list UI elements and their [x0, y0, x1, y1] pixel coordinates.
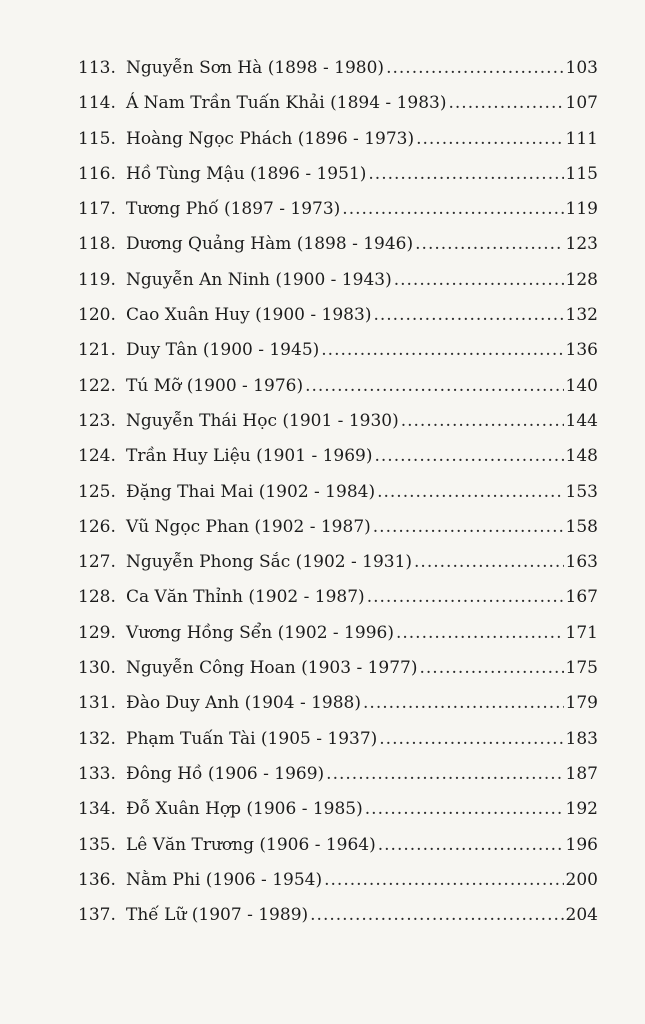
entry-page-number: 167 — [565, 587, 598, 608]
dot-leader — [324, 869, 563, 891]
entry-page-number: 144 — [565, 410, 598, 431]
entry-title: Nguyễn Công Hoan (1903 - 1977) — [126, 658, 418, 679]
dot-leader — [414, 551, 564, 573]
dot-leader — [326, 763, 563, 785]
entry-number: 129. — [78, 622, 116, 643]
dot-leader — [396, 622, 564, 644]
dot-leader — [448, 92, 563, 114]
entry-title: Thế Lữ (1907 - 1989) — [126, 905, 309, 926]
toc-entry — [78, 92, 598, 127]
toc-entry — [78, 622, 598, 657]
toc-entry — [78, 516, 598, 551]
entry-title: Hoàng Ngọc Phách (1896 - 1973) — [126, 128, 415, 149]
dot-leader — [342, 198, 563, 220]
entry-title: Nằm Phi (1906 - 1954) — [126, 869, 323, 890]
entry-title: Hồ Tùng Mậu (1896 - 1951) — [126, 163, 367, 184]
entry-number: 131. — [78, 693, 116, 714]
table-of-contents — [78, 57, 598, 939]
entry-title: Phạm Tuấn Tài (1905 - 1937) — [126, 728, 378, 749]
entry-number: 118. — [78, 234, 116, 255]
entry-page-number: 158 — [565, 516, 598, 537]
dot-leader — [310, 904, 563, 926]
dot-leader — [378, 834, 564, 856]
entry-number: 134. — [78, 799, 116, 820]
toc-entry — [78, 869, 598, 904]
entry-number: 113. — [78, 58, 116, 78]
entry-page-number: 107 — [565, 93, 598, 114]
toc-entry — [78, 128, 598, 163]
entry-number: 119. — [78, 269, 116, 290]
toc-entry — [78, 657, 598, 692]
entry-title: Đặng Thai Mai (1902 - 1984) — [126, 481, 376, 502]
entry-title: Trần Huy Liệu (1901 - 1969) — [126, 446, 373, 467]
entry-page-number: 196 — [565, 834, 598, 855]
entry-number: 132. — [78, 728, 116, 749]
toc-entry — [78, 198, 598, 233]
dot-leader — [368, 163, 563, 185]
entry-title: Đông Hồ (1906 - 1969) — [126, 763, 325, 784]
toc-entry — [78, 904, 598, 939]
entry-number: 130. — [78, 658, 116, 679]
entry-page-number: 179 — [565, 693, 598, 714]
toc-entry — [78, 481, 598, 516]
entry-page-number: 187 — [565, 763, 598, 784]
toc-entry — [78, 233, 598, 268]
toc-entry — [78, 728, 598, 763]
entry-number: 124. — [78, 446, 116, 467]
dot-leader — [373, 304, 563, 326]
entry-title: Lê Văn Trương (1906 - 1964) — [126, 834, 376, 855]
entry-title: Dương Quảng Hàm (1898 - 1946) — [126, 234, 414, 255]
entry-title: Tương Phố (1897 - 1973) — [126, 199, 341, 220]
toc-entry — [78, 163, 598, 198]
dot-leader — [367, 586, 564, 608]
entry-page-number: 200 — [565, 869, 598, 890]
toc-entry — [78, 692, 598, 727]
toc-entry — [78, 410, 598, 445]
entry-title: Nguyễn Sơn Hà (1898 - 1980) — [126, 58, 385, 78]
entry-page-number: 103 — [565, 58, 598, 78]
dot-leader — [377, 481, 563, 503]
entry-title: Ca Văn Thỉnh (1902 - 1987) — [126, 587, 365, 608]
entry-title: Nguyễn Phong Sắc (1902 - 1931) — [126, 552, 413, 573]
dot-leader — [394, 269, 564, 291]
entry-page-number: 136 — [565, 340, 598, 361]
toc-entry — [78, 57, 598, 92]
toc-entry — [78, 551, 598, 586]
entry-title: Duy Tân (1900 - 1945) — [126, 340, 320, 361]
entry-number: 126. — [78, 516, 116, 537]
toc-entry — [78, 798, 598, 833]
entry-page-number: 153 — [565, 481, 598, 502]
dot-leader — [420, 657, 564, 679]
entry-number: 128. — [78, 587, 116, 608]
toc-entry — [78, 269, 598, 304]
entry-number: 116. — [78, 163, 116, 184]
entry-number: 125. — [78, 481, 116, 502]
entry-page-number: 111 — [565, 128, 598, 149]
entry-page-number: 119 — [565, 199, 598, 220]
entry-page-number: 128 — [565, 269, 598, 290]
toc-entry — [78, 586, 598, 621]
entry-page-number: 163 — [565, 552, 598, 573]
entry-page-number: 183 — [565, 728, 598, 749]
entry-number: 123. — [78, 410, 116, 431]
dot-leader — [373, 516, 564, 538]
entry-title: Tú Mỡ (1900 - 1976) — [126, 375, 304, 396]
entry-number: 127. — [78, 552, 116, 573]
entry-title: Vũ Ngọc Phan (1902 - 1987) — [126, 516, 371, 537]
entry-number: 121. — [78, 340, 116, 361]
dot-leader — [386, 57, 563, 79]
entry-title: Vương Hồng Sển (1902 - 1996) — [126, 622, 394, 643]
dot-leader — [415, 233, 563, 255]
dot-leader — [401, 410, 564, 432]
toc-entry — [78, 339, 598, 374]
entry-page-number: 192 — [565, 799, 598, 820]
entry-title: Á Nam Trần Tuấn Khải (1894 - 1983) — [126, 93, 447, 114]
dot-leader — [305, 375, 563, 397]
dot-leader — [379, 728, 563, 750]
entry-title: Đào Duy Anh (1904 - 1988) — [126, 693, 362, 714]
entry-number: 120. — [78, 305, 116, 326]
dot-leader — [365, 798, 564, 820]
dot-leader — [416, 128, 563, 150]
entry-title: Đỗ Xuân Hợp (1906 - 1985) — [126, 799, 363, 820]
entry-page-number: 123 — [565, 234, 598, 255]
toc-entry — [78, 763, 598, 798]
entry-title: Nguyễn An Ninh (1900 - 1943) — [126, 269, 392, 290]
entry-page-number: 204 — [565, 905, 598, 926]
entry-title: Nguyễn Thái Học (1901 - 1930) — [126, 410, 399, 431]
entry-number: 115. — [78, 128, 116, 149]
entry-number: 117. — [78, 199, 116, 220]
entry-number: 122. — [78, 375, 116, 396]
toc-entry — [78, 304, 598, 339]
entry-page-number: 148 — [565, 446, 598, 467]
entry-title: Cao Xuân Huy (1900 - 1983) — [126, 305, 372, 326]
toc-entry — [78, 375, 598, 410]
entry-page-number: 140 — [565, 375, 598, 396]
dot-leader — [363, 692, 564, 714]
entry-page-number: 132 — [565, 305, 598, 326]
toc-entry — [78, 834, 598, 869]
entry-page-number: 175 — [565, 658, 598, 679]
entry-number: 133. — [78, 763, 116, 784]
entry-number: 136. — [78, 869, 116, 890]
toc-entry — [78, 445, 598, 480]
dot-leader — [321, 339, 563, 361]
entry-number: 137. — [78, 905, 116, 926]
entry-page-number: 115 — [565, 163, 598, 184]
dot-leader — [375, 445, 564, 467]
entry-number: 135. — [78, 834, 116, 855]
entry-page-number: 171 — [565, 622, 598, 643]
entry-number: 114. — [78, 93, 116, 114]
